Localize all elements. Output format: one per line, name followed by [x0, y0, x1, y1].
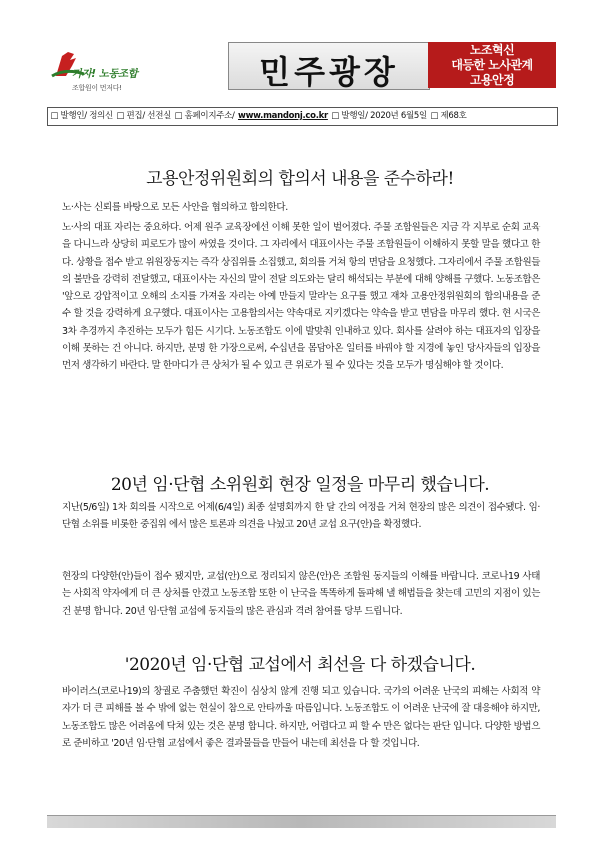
homepage-label: □ 홈페이지주소/: [174, 111, 235, 121]
logo-tagline: 조합원이 먼저다!: [72, 84, 122, 92]
slogan-box: [428, 42, 556, 88]
logo-wordmark: 가자! 노동조합: [72, 68, 138, 80]
slogan-line: 대등한 노사관계: [451, 58, 533, 72]
slogan-line: 노조혁신: [469, 43, 515, 57]
masthead: [46, 40, 556, 100]
publish-date: □ 발행일/ 2020년 6월5일: [331, 111, 427, 121]
publisher-info: □ 발행인/ 정의신: [50, 111, 113, 121]
slogan-line: 고용안정: [469, 73, 515, 87]
newsletter-title-box: [228, 42, 430, 90]
headline-bargaining: '2020년 임·단협 교섭에서 최선을 다 하겠습니다.: [124, 655, 476, 675]
paragraph-schedule: 지난(5/6일) 1차 회의를 시작으로 어제(6/4일) 최종 설명회까지 한 달 간의 여정을 거쳐 현장의 많은 의견이 접수됐다. 임·단협 소위를 비롯한 중집위 에서 많은 토론과 의견을 나눴고 20년 교섭 요구(안)을 확정했다.: [62, 502, 540, 531]
union-logo: [50, 46, 154, 96]
headline-subcommittee: 20년 임·단협 소위원회 현장 일정을 마무리 했습니다.: [110, 475, 490, 495]
footer-bar: [47, 815, 556, 828]
paragraph-meeting-report: 노·사의 대표 자리는 중요하다. 어제 원주 교육장에선 이해 못한 일이 벌어졌다. 주물 조합원들은 지금 각 지부로 순회 교육을 다니느라 상당히 피로도가 많이 싸였을 것이다. 그 자리에서 대표이사는 주물 조합원들이 이해하지 못할 말을 했다고 한다. 상황을 접수 받고 위원장동지는 즉각 상집위를 소집했고, 회의를 거쳐 항의 면담을 요청했다. 그자리에서 주물 조합원들의 불만을 강력히 전달했고, 대표이사는 자신의 말이 전달 의도와는 달리 해석되는 부분에 대해 양해를 구했다. 노동조합은 '앞으로 강압적이고 오해의 소지를 가져올 자리는 아예 만들지 말라'는 요구를 했고 재차 고용안정위원회의 합의내용을 준수 할 것을 강력하게 요구했다. 대표이사는 고용합의서는 약속대로 지키겠다는 약속을 받고 면담을 마무리 했다. 현 시국은 3차 추경까지 추진하는 모두가 힘든 시기다. 노동조합도 이에 발맞춰 인내하고 있다. 회사를 살려야 하는 대표자의 입장을 이해 못하는 건 아니다. 하지만, 분명 한 가장으로써, 수십년을 몸담아온 일터를 바꿔야 할 지경에 놓인 당사자들의 입장을 먼저 생각하기 바란다. 말 한마디가 큰 상처가 될 수 있고 큰 위로가 될 수 있다는 것을 모두가 명심해야 할 것이다.: [62, 222, 540, 372]
homepage-link[interactable]: www.mandonj.co.kr: [238, 111, 328, 121]
newsletter-title: 민주광장: [259, 53, 399, 91]
editor-info: □ 편집/ 선전실: [116, 111, 172, 121]
issue-number: □ 제68호: [430, 111, 467, 121]
headline-consultation: 고용안정위원회의 합의서 내용을 준수하라!: [146, 169, 454, 189]
lead-sentence: 노·사는 신뢰를 바탕으로 모든 사안을 협의하고 합의한다.: [62, 202, 288, 213]
paragraph-covid: 바이러스(코로나19)의 창궐로 주춤했던 확진이 심상치 않게 진행 되고 있습니다. 국가의 어려운 난국의 피해는 사회적 약자가 더 큰 피해를 볼 수 밖에 없는 현실이 참으로 안타까울 따름입니다. 노동조합도 이 어려운 난국에 잘 대응해야 하지만, 노동조합도 많은 어려움에 닥쳐 있는 것은 분명 합니다. 하지만, 어렵다고 피 할 수 만은 없다는 판단 입니다. 다양한 방법으로 준비하고 '20년 임·단협 교섭에서 좋은 결과물들을 만들어 내는데 최선을 다 할 것입니다.: [62, 686, 540, 749]
paragraph-proposals: 현장의 다양한(안)들이 접수 됐지만, 교섭(안)으로 정리되지 않은(안)은 조합원 동지들의 이해를 바랍니다. 코로나19 사태는 사회적 약자에게 더 큰 상처를 안겼고 노동조합 또한 이 난국을 똑똑하게 돌파해 낼 해법들을 찾는데 고민의 지점이 있는 건 분명 합니다. 20년 임·단협 교섭에 동지들의 많은 관심과 격려 참여를 당부 드립니다.: [62, 571, 540, 617]
publication-info-bar: [47, 107, 558, 126]
